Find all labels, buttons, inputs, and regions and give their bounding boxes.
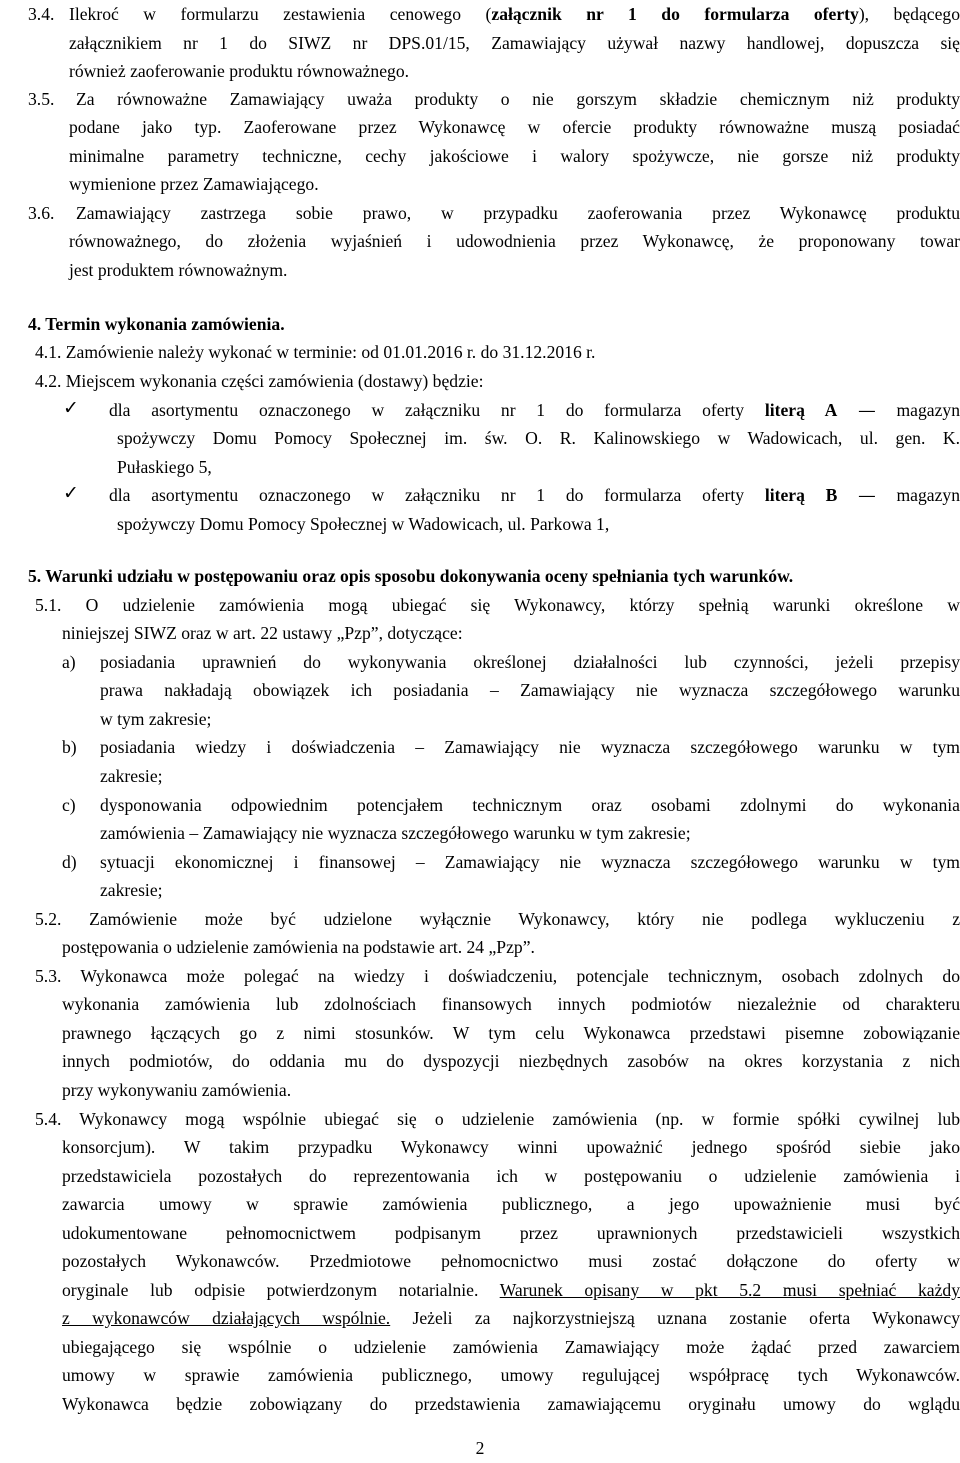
paragraph-number: 3.4. — [28, 4, 55, 24]
text-line: przy wykonywaniu zamówienia. — [62, 1080, 292, 1100]
text-line: jest produktem równoważnym. — [69, 260, 288, 280]
list-label: d) — [62, 852, 77, 872]
text-line: Pułaskiego 5, — [117, 457, 212, 477]
text-line: załącznikiem nr 1 do SIWZ nr DPS.01/15, Zamawiający używał nazwy handlowej, dopuszcza się — [69, 33, 960, 53]
text-line: 5.4. Wykonawcy mogą wspólnie ubiegać się o udzielenie zamówienia (np. w formie spółki cywilnej lub — [35, 1109, 960, 1129]
text-line: zakresie; — [100, 880, 163, 900]
list-label: b) — [62, 737, 77, 757]
text-line: ubiegającego się wspólnie o udzielenie zamówienia Zamawiający może żądać przed zawarciem — [62, 1337, 960, 1357]
text-line: Wykonawca będzie zobowiązany do przedstawienia zamawiającemu oryginału umowy do wglądu — [62, 1394, 960, 1414]
text-line: konsorcjum). W takim przypadku Wykonawcy winni upoważnić jednego spośród siebie jako — [62, 1137, 960, 1157]
text-line: umowy w sprawie zamówienia publicznego, umowy regulującej współpracę tych Wykonawców. — [62, 1365, 960, 1385]
text-line: dla asortymentu oznaczonego w załączniku nr 1 do formularza oferty literą B — magazyn — [109, 485, 960, 506]
text-line: Ilekroć w formularzu zestawienia cenowego (załącznik nr 1 do formularza oferty), będącego — [69, 4, 960, 24]
text-line: spożywczy Domu Pomocy Społecznej w Wadowicach, ul. Parkowa 1, — [117, 514, 610, 534]
text-line: 5.1. O udzielenie zamówienia mogą ubiegać się Wykonawcy, którzy spełnią warunki określone w — [35, 595, 960, 615]
text-line: przedstawiciela pozostałych do reprezentowania ich w postępowaniu o udzielenie zamówienia i — [62, 1166, 960, 1186]
list-label: a) — [62, 652, 76, 672]
text-line: sytuacji ekonomicznej i finansowej – Zamawiający nie wyznacza szczegółowego warunku w tym — [100, 852, 960, 872]
text-line: minimalne parametry techniczne, cechy jakościowe i walory spożywcze, nie gorsze niż produkty — [69, 146, 960, 166]
text-line: 5.3. Wykonawca może polegać na wiedzy i doświadczeniu, potencjale technicznym, osobach zdolnych do — [35, 966, 960, 986]
text-line: posiadania wiedzy i doświadczenia – Zamawiający nie wyznacza szczegółowego warunku w tym — [100, 737, 960, 757]
text-line: równoważnego, do złożenia wyjaśnień i udowodnienia przez Wykonawcę, że proponowany towar — [69, 231, 960, 251]
checkmark-icon: ✓ — [63, 397, 79, 419]
text-line: również zaoferowanie produktu równoważnego. — [69, 61, 410, 81]
text-line: Za równoważne Zamawiający uważa produkty o nie gorszym składzie chemicznym niż produkty — [76, 89, 960, 109]
text-line: Zamawiający zastrzega sobie prawo, w przypadku zaoferowania przez Wykonawcę produktu — [76, 203, 960, 223]
text-line: wykonania zamówienia lub zdolnościach finansowych innych podmiotów niezależnie od charakteru — [62, 994, 960, 1014]
text-line: w tym zakresie; — [100, 709, 212, 729]
page-number: 2 — [475, 1438, 485, 1458]
text-line: posiadania uprawnień do wykonywania określonej działalności lub czynności, jeżeli przepisy — [100, 652, 960, 672]
text-line: dla asortymentu oznaczonego w załączniku nr 1 do formularza oferty literą A — magazyn — [109, 400, 960, 421]
list-label: c) — [62, 795, 76, 815]
section-heading-5: 5. Warunki udziału w postępowaniu oraz opis sposobu dokonywania oceny spełniania tych warunków. — [28, 566, 794, 586]
text-line: dysponowania odpowiednim potencjałem technicznym oraz osobami zdolnymi do wykonania — [100, 795, 960, 815]
text-line: oryginale lub odpisie potwierdzonym notarialnie. Warunek opisany w pkt 5.2 musi spełniać każdy — [62, 1280, 960, 1300]
checkmark-icon: ✓ — [63, 482, 79, 504]
text-line: pozostałych Wykonawców. Przedmiotowe pełnomocnictwo musi zostać dołączone do oferty w — [62, 1251, 960, 1271]
text-line: zamówienia – Zamawiający nie wyznacza szczegółowego warunku w tym zakresie; — [100, 823, 691, 843]
text-line: wymienione przez Zamawiającego. — [69, 174, 319, 194]
text-line: zawarcia umowy w sprawie zamówienia publicznego, a jego upoważnienie musi być — [62, 1194, 960, 1214]
paragraph-number: 3.5. — [28, 89, 55, 109]
text-line: niniejszej SIWZ oraz w art. 22 ustawy „Pzp”, dotyczące: — [62, 623, 463, 643]
text-line: 5.2. Zamówienie może być udzielone wyłącznie Wykonawcy, który nie podlega wykluczeniu z — [35, 909, 960, 929]
text-line: z wykonawców działających wspólnie. Jeżeli za najkorzystniejszą uznana zostanie oferta Wykonawcy — [62, 1308, 960, 1328]
text-line: innych podmiotów, do oddania mu do dyspozycji niezbędnych zasobów na okres korzystania z nich — [62, 1051, 960, 1071]
text-line: udokumentowane pełnomocnictwem podpisanym przez uprawnionych przedstawicieli wszystkich — [62, 1223, 960, 1243]
text-line: prawa nakładają obowiązek ich posiadania – Zamawiający nie wyznacza szczegółowego warunku — [100, 680, 960, 700]
paragraph-4-1: 4.1. Zamówienie należy wykonać w terminie: od 01.01.2016 r. do 31.12.2016 r. — [35, 342, 596, 362]
text-line: postępowania o udzielenie zamówienia na podstawie art. 24 „Pzp”. — [62, 937, 535, 957]
paragraph-4-2: 4.2. Miejscem wykonania części zamówienia (dostawy) będzie: — [35, 371, 484, 391]
text-line: spożywczy Domu Pomocy Społecznej im. św. O. R. Kalinowskiego w Wadowicach, ul. gen. K. — [117, 428, 960, 448]
text-line: zakresie; — [100, 766, 163, 786]
text-line: podane jako typ. Zaoferowane przez Wykonawcę w ofercie produkty równoważne muszą posiadać — [69, 117, 960, 137]
section-heading-4: 4. Termin wykonania zamówienia. — [28, 314, 285, 334]
paragraph-number: 3.6. — [28, 203, 55, 223]
text-line: prawnego łączących go z nimi stosunków. W tym celu Wykonawca przedstawi pisemne zobowiązanie — [62, 1023, 960, 1043]
